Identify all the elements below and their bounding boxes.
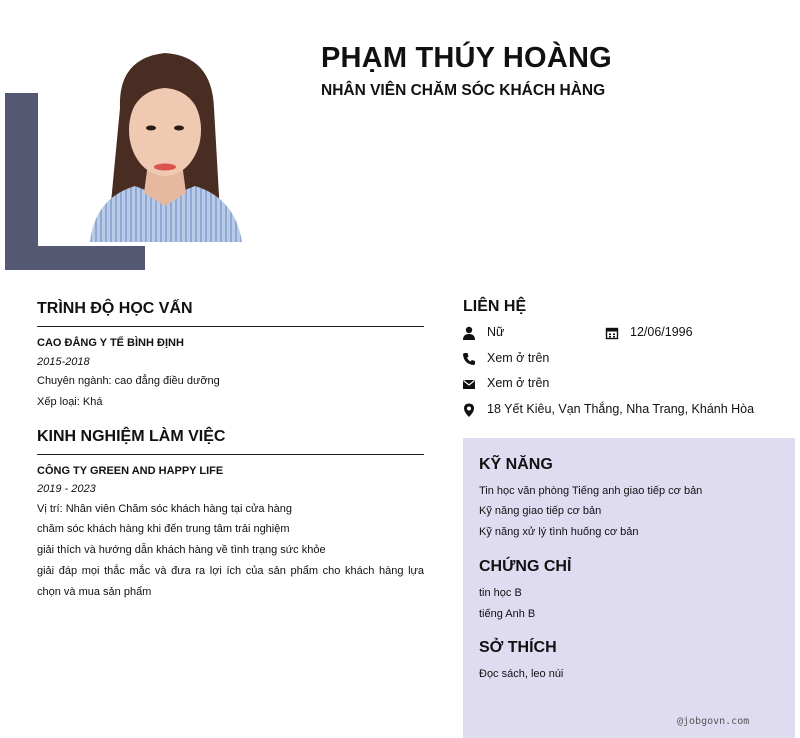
experience-line: chọn và mua sản phẩm (37, 586, 152, 598)
skill-item: Kỹ năng giao tiếp cơ bản (479, 505, 602, 517)
person-icon (462, 326, 476, 340)
education-major: Chuyên ngành: cao đẳng điều dưỡng (37, 375, 220, 387)
education-divider (37, 326, 424, 327)
email-icon (462, 377, 476, 391)
certificates-heading: CHỨNG CHỈ (479, 558, 572, 575)
watermark: @jobgovn.com (677, 716, 750, 727)
profile-photo (80, 48, 249, 242)
contact-phone: Xem ở trên (487, 351, 550, 365)
contact-heading: LIÊN HỆ (463, 298, 527, 315)
experience-heading: KINH NGHIỆM LÀM VIỆC (37, 428, 226, 445)
calendar-icon (605, 326, 619, 340)
portrait-illustration (80, 48, 249, 242)
skill-item: Kỹ năng xử lý tình huống cơ bản (479, 526, 639, 538)
skill-item: Tin học văn phòng Tiếng anh giao tiếp cơ bản (479, 485, 703, 497)
decorative-bar-foot (5, 246, 145, 270)
hobbies-text: Đọc sách, leo núi (479, 668, 564, 680)
contact-address: 18 Yết Kiêu, Vạn Thắng, Nha Trang, Khánh Hòa (487, 402, 755, 416)
education-grade: Xếp loại: Khá (37, 396, 103, 408)
contact-birthday: 12/06/1996 (630, 325, 693, 339)
education-heading: TRÌNH ĐỘ HỌC VẤN (37, 300, 193, 317)
location-pin-icon (462, 403, 476, 417)
certificate-item: tin học B (479, 587, 522, 599)
education-school: CAO ĐẲNG Y TẾ BÌNH ĐỊNH (37, 337, 184, 349)
contact-gender: Nữ (487, 325, 505, 339)
experience-divider (37, 454, 424, 455)
experience-line: giải đáp mọi thắc mắc và đưa ra lợi ích của sản phẩm cho khách hàng lựa (37, 565, 424, 577)
decorative-bar (5, 93, 38, 270)
experience-years: 2019 - 2023 (37, 483, 96, 495)
skills-heading: KỸ NĂNG (479, 456, 553, 473)
candidate-name: PHẠM THÚY HOÀNG (321, 42, 612, 74)
experience-company: CÔNG TY GREEN AND HAPPY LIFE (37, 465, 224, 477)
hobbies-heading: SỞ THÍCH (479, 639, 557, 656)
job-title: NHÂN VIÊN CHĂM SÓC KHÁCH HÀNG (321, 82, 606, 99)
education-years: 2015-2018 (37, 356, 90, 368)
experience-line: giải thích và hướng dẫn khách hàng về tình trạng sức khỏe (37, 544, 326, 556)
contact-email: Xem ở trên (487, 376, 550, 390)
experience-line: Vị trí: Nhân viên Chăm sóc khách hàng tại cửa hàng (37, 503, 293, 515)
phone-icon (462, 352, 476, 366)
certificate-item: tiếng Anh B (479, 608, 536, 620)
experience-line: chăm sóc khách hàng khi đến trung tâm trải nghiệm (37, 523, 290, 535)
